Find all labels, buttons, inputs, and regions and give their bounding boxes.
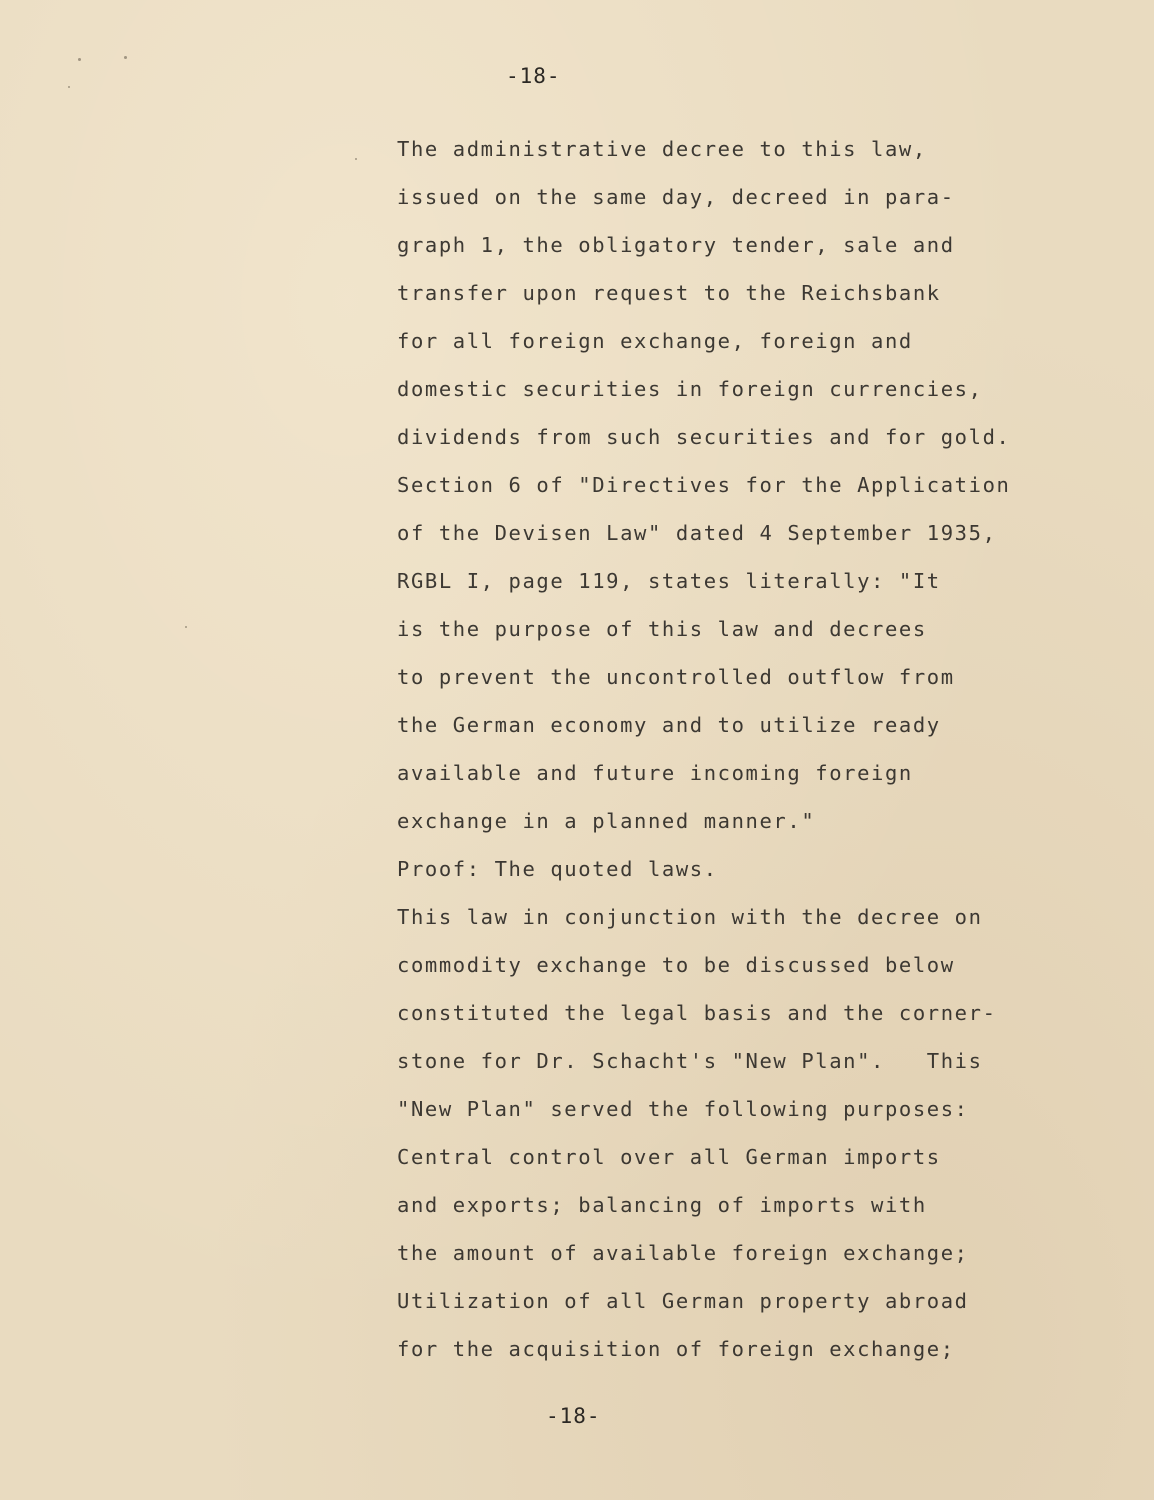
text-line: dividends from such securities and for gold. — [397, 425, 1011, 449]
text-line: the amount of available foreign exchange; — [397, 1241, 969, 1265]
page-number-top: -18- — [506, 64, 561, 88]
text-line: for the acquisition of foreign exchange; — [397, 1337, 955, 1361]
text-line: transfer upon request to the Reichsbank — [397, 281, 941, 305]
text-line: and exports; balancing of imports with — [397, 1193, 927, 1217]
text-line: is the purpose of this law and decrees — [397, 617, 927, 641]
text-line: exchange in a planned manner." — [397, 809, 816, 833]
text-line: Proof: The quoted laws. — [397, 857, 718, 881]
text-line: Utilization of all German property abroad — [397, 1289, 969, 1313]
paper-speck — [124, 56, 127, 59]
paper-speck — [355, 158, 357, 160]
text-line: commodity exchange to be discussed below — [397, 953, 955, 977]
text-line: domestic securities in foreign currencies, — [397, 377, 983, 401]
text-line: for all foreign exchange, foreign and — [397, 329, 913, 353]
paper-speck — [78, 58, 81, 61]
body-text — [397, 132, 1097, 1380]
text-line: This law in conjunction with the decree on — [397, 905, 983, 929]
text-line: available and future incoming foreign — [397, 761, 913, 785]
paper-speck — [68, 86, 70, 88]
text-line: issued on the same day, decreed in para- — [397, 185, 955, 209]
text-line: the German economy and to utilize ready — [397, 713, 941, 737]
text-line: The administrative decree to this law, — [397, 137, 927, 161]
text-line: stone for Dr. Schacht's "New Plan". This — [397, 1049, 983, 1073]
text-line: Central control over all German imports — [397, 1145, 941, 1169]
text-line: RGBL I, page 119, states literally: "It — [397, 569, 941, 593]
text-line: graph 1, the obligatory tender, sale and — [397, 233, 955, 257]
text-line: constituted the legal basis and the corner- — [397, 1001, 997, 1025]
text-line: of the Devisen Law" dated 4 September 1935, — [397, 521, 997, 545]
page-number-bottom: -18- — [546, 1404, 601, 1428]
paper-speck — [185, 626, 187, 628]
text-line: to prevent the uncontrolled outflow from — [397, 665, 955, 689]
text-line: "New Plan" served the following purposes: — [397, 1097, 969, 1121]
text-line: Section 6 of "Directives for the Application — [397, 473, 1011, 497]
